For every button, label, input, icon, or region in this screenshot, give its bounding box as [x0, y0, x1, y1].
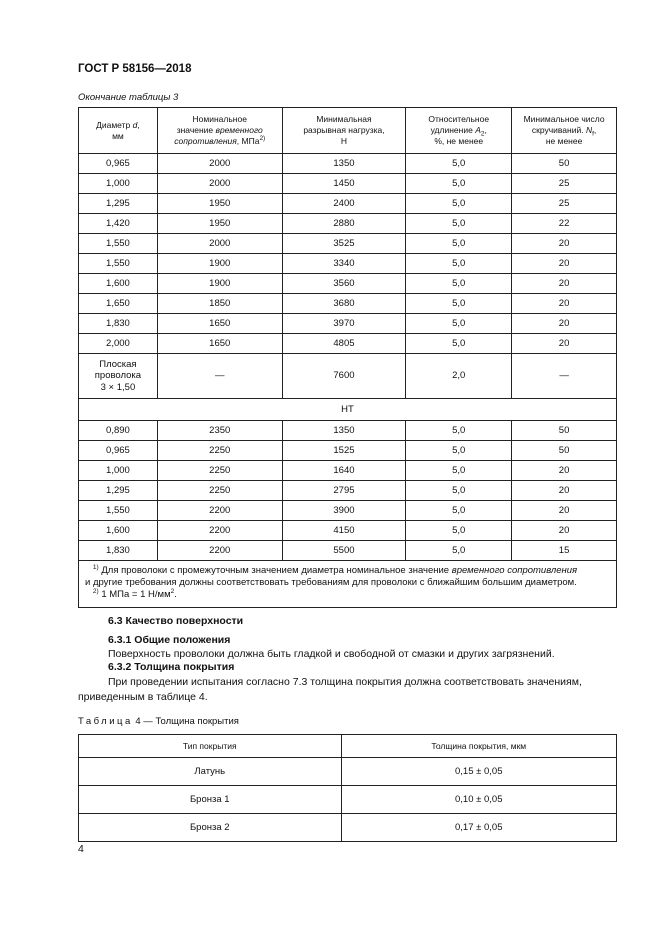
- page-number: 4: [78, 843, 84, 855]
- table-row: 1,550 2200 3900 5,0 20: [79, 501, 617, 521]
- table-row: Бронза 2 0,17 ± 0,05: [79, 814, 617, 842]
- col-header-tensile: Номинальное значение временного сопротивления, МПа$^{2)}$: [157, 108, 282, 154]
- table-row: 1,650 1850 3680 5,0 20: [79, 294, 617, 314]
- document-id: ГОСТ Р 58156—2018: [78, 63, 192, 75]
- col-header-twists: Минимальное число скручиваний. $N_f$, не менее: [512, 108, 617, 154]
- table-row: 1,830 2200 5500 5,0 15: [79, 541, 617, 561]
- table3-header-row: [79, 108, 617, 154]
- table-row: 0,965 2250 1525 5,0 50: [79, 441, 617, 461]
- table-row: 1,600 1900 3560 5,0 20: [79, 274, 617, 294]
- table-row: 1,000 2250 1640 5,0 20: [79, 461, 617, 481]
- table4-header-row: [79, 735, 617, 758]
- table-row: Латунь 0,15 ± 0,05: [79, 758, 617, 786]
- table-row: 1,830 1650 3970 5,0 20: [79, 314, 617, 334]
- col-header-coating-type: Тип покрытия: [79, 735, 342, 758]
- col-header-elongation: Относительное удлинение $A_2$, %, не менее: [406, 108, 512, 154]
- table4-caption: Таблица 4 — Толщина покрытия: [78, 716, 239, 727]
- section-heading-6-3: 6.3 Качество поверхности: [108, 615, 244, 627]
- table-row: 1,550 2000 3525 5,0 20: [79, 234, 617, 254]
- table-row: 1,295 1950 2400 5,0 25: [79, 194, 617, 214]
- section-text-6-3-1: Поверхность проволоки должна быть гладкой и свободной от смазки и других загрязнений.: [108, 648, 555, 660]
- col-header-diameter: Диаметр d, мм: [79, 108, 158, 154]
- table4: [78, 734, 617, 842]
- table-row: 2,000 1650 4805 5,0 20: [79, 334, 617, 354]
- table-row: 0,890 2350 1350 5,0 50: [79, 421, 617, 441]
- table3: [78, 107, 617, 608]
- footnote-2: $^{2)}$ 1 МПа = 1 $Н/мм^2$.: [92, 587, 177, 600]
- section-text-6-3-2: При проведении испытания согласно 7.3 толщина покрытия должна соответствовать значениям, приведенным в таблице 4.: [78, 676, 582, 703]
- table-row: 1,600 2200 4150 5,0 20: [79, 521, 617, 541]
- section-heading-6-3-2: 6.3.2 Толщина покрытия: [108, 661, 235, 673]
- section-heading-6-3-1: 6.3.1 Общие положения: [108, 634, 231, 646]
- table-row: 0,965 2000 1350 5,0 50: [79, 154, 617, 174]
- table3-footnotes: [79, 561, 617, 608]
- table-row: 1,000 2000 1450 5,0 25: [79, 174, 617, 194]
- footnote-1: $^{1)}$ Для проволоки с промежуточным значением диаметра номинальное значение временного сопротивления и другие требования должны соответствовать требованиям для проволоки с ближайшим большим диаметром.: [85, 563, 578, 588]
- table3-caption: Окончание таблицы 3: [78, 92, 179, 103]
- table-group-header: НТ: [79, 399, 617, 421]
- table-row-flat-wire: Плоская проволока 3 × 1,50 — 7600 2,0 —: [79, 354, 617, 399]
- table-row: 1,420 1950 2880 5,0 22: [79, 214, 617, 234]
- table-row: 1,295 2250 2795 5,0 20: [79, 481, 617, 501]
- col-header-load: Минимальная разрывная нагрузка, Н: [282, 108, 406, 154]
- col-header-coating-thickness: Толщина покрытия, мкм: [341, 735, 617, 758]
- table-row: 1,550 1900 3340 5,0 20: [79, 254, 617, 274]
- table-row: Бронза 1 0,10 ± 0,05: [79, 786, 617, 814]
